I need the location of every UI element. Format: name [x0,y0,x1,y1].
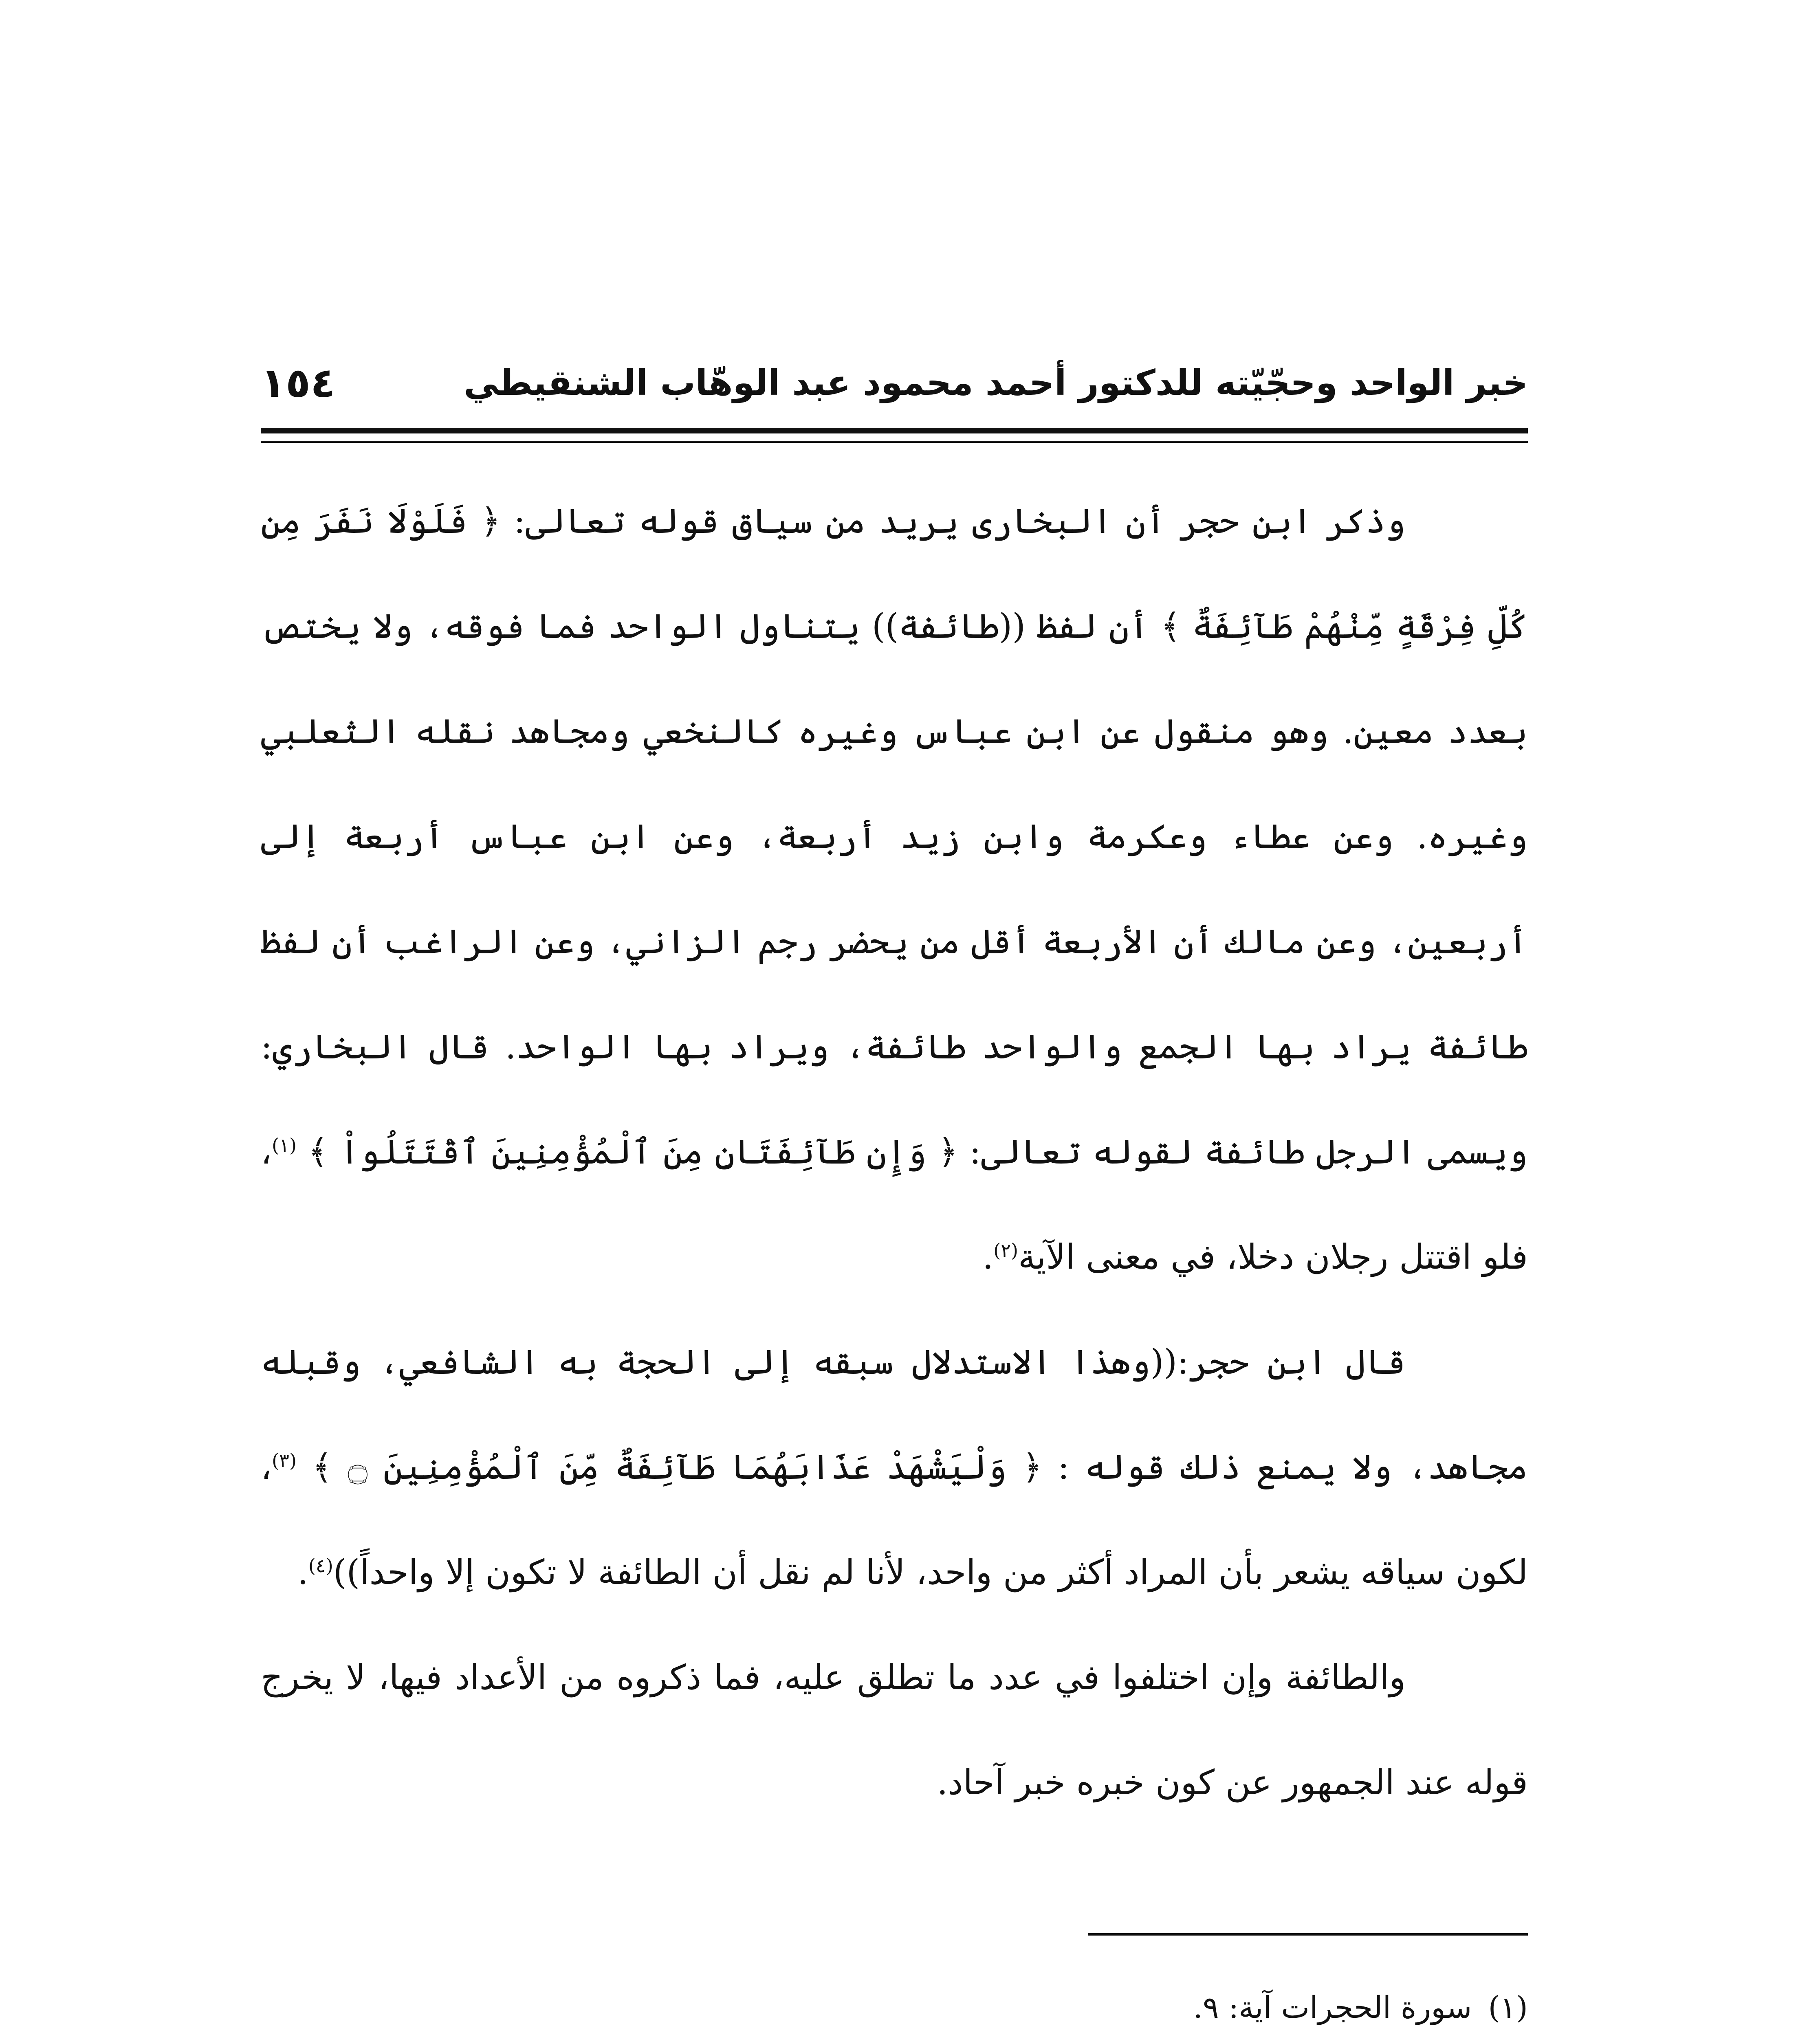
footnote-ref-4: (٤) [308,1555,333,1577]
page-number: ١٥٤ [261,359,336,407]
quran-verse-3: ﴿ وَلْيَشْهَدْ عَذَابَهُمَا طَآئِفَةٌ مِّنَ ٱلْمُؤْمِنِينَ ۝ ﴾ [312,1447,1043,1487]
paragraph-2-text-b: ، لكون سياقه يشعر بأن المراد أكثر من واحد، لأنا لم نقل أن الطائفة لا تكون إلا واحداً)) [261,1447,1528,1592]
paragraph-2-text-a: قال ابن حجر:((وهذا الاستدلال سبقه إلى الحجة به الشافعي، وقبله مجاهد، ولا يمنع ذلك قوله : [261,1342,1528,1487]
body-text [261,469,1528,1835]
paragraph-1-text-c: ، فلو اقتتل رجلان دخلا، في معنى الآية [261,1132,1528,1277]
footnote-ref-1: (١) [272,1134,297,1156]
paragraph-1-text-b: أن لفظ ((طائفة)) يتناول الواحد فما فوقه، ولا يختص بعدد معين. وهو منقول عن ابن عباس وغيره كالنخعي ومجاهد نقله الثعلبي وغيره. وعن عطاء وعكرمة وابن زيد أربعة، وعن ابن عباس أربعة إلى أربعين، وعن مالك أن الأربعة أقل من يحضر رجم الزاني، وعن الراغب أن لفظ طائفة يراد بها الجمع والواحد طائفة، ويراد بها الواحد. قال البخاري: ويسمى الرجل طائفة لقوله تعالى: [261,606,1528,1172]
header-rule-thick [261,428,1528,433]
footnote-1-number: (١) [1488,1990,1528,2025]
footnote-ref-2: (٢) [993,1239,1019,1261]
footnote-1-text: سورة الحجرات آية: ٩. [1193,1990,1472,2025]
running-header-title: خبر الواحد وحجّيّته للدكتور أحمد محمود عبد الوهّاب الشنقيطي [464,363,1528,403]
footnote-separator [1088,1933,1528,1936]
paragraph-2-text-c: . [297,1552,308,1592]
paragraph-1-text-d: . [982,1237,994,1277]
footnotes [611,1968,1528,2037]
paragraph-1 [261,469,1528,1309]
paragraph-1-text-a: وذكر ابن حجر أن البخارى يريد من سياق قوله تعالى: [500,501,1406,541]
footnote-ref-3: (٣) [272,1450,297,1472]
paragraph-3-text: والطائفة وإن اختلفوا في عدد ما تطلق عليه، فما ذكروه من الأعداد فيها، لا يخرج قوله عند الجمهور عن كون خبره خبر آحاد. [261,1657,1528,1802]
footnote-1 [611,1968,1528,2037]
header-rule-thin [261,441,1528,443]
quran-verse-1: ﴿ فَلَوْلَا نَفَرَ مِن كُلِّ فِرْقَةٍ مِّنْهُمْ طَآئِفَةٌ ﴾ [261,501,1528,646]
quran-verse-2: ﴿ وَإِن طَآئِفَتَانِ مِنَ ٱلْمُؤْمِنِينَ ٱقْتَتَلُواْ ﴾ [308,1132,958,1172]
paragraph-3 [261,1625,1528,1835]
running-header [261,350,1528,428]
paragraph-2 [261,1309,1528,1625]
